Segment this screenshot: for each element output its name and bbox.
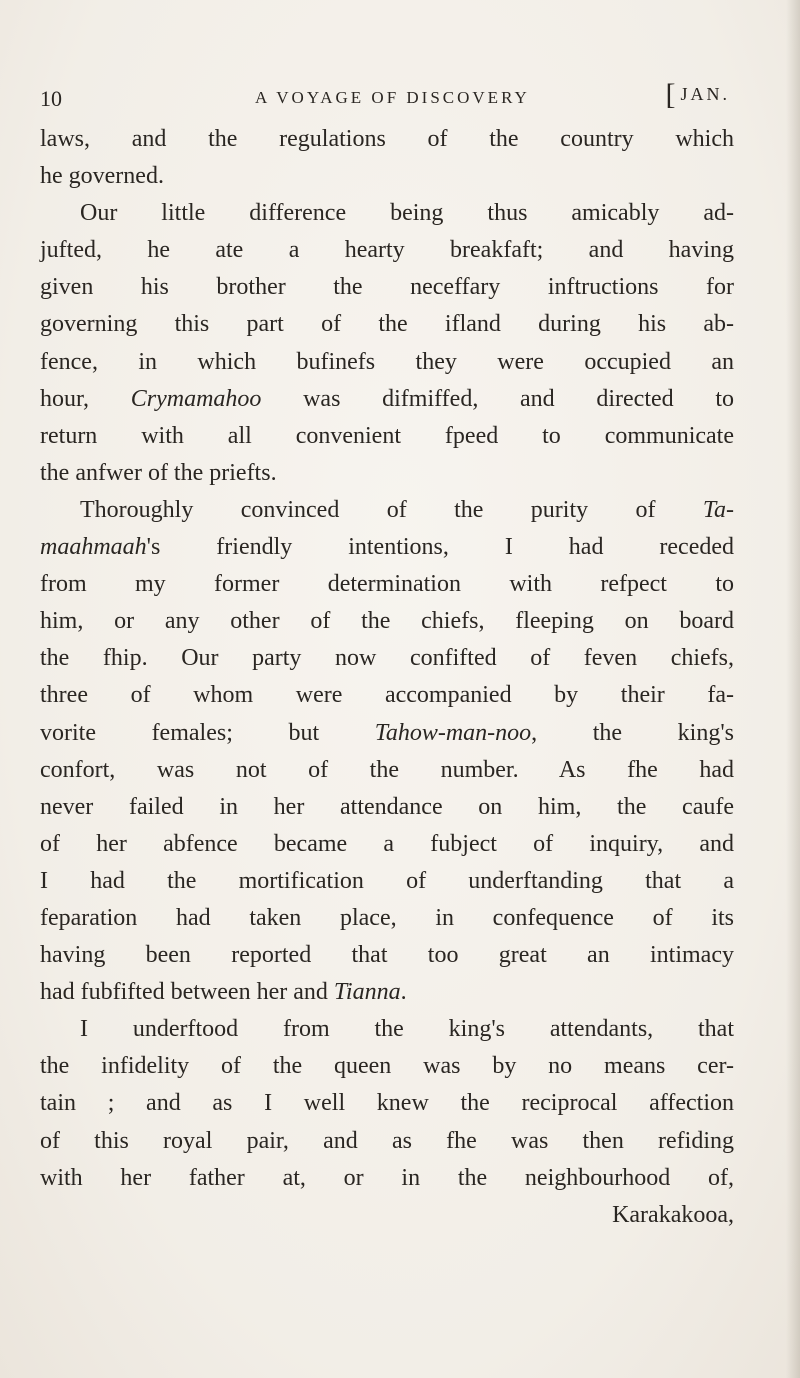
text-line: tain ; and as I well knew the reciprocal affection [40, 1090, 734, 1117]
text-line: vorite females; but Tahow-man-noo, the king's [40, 719, 734, 746]
header-month [665, 78, 730, 111]
text-line: the infidelity of the queen was by no means cer- [40, 1053, 734, 1080]
text-line: confort, was not of the number. As fhe had [40, 756, 734, 783]
text-line: had fubfifted between her and Tianna. [40, 979, 407, 1006]
text-line: of this royal pair, and as fhe was then refiding [40, 1127, 734, 1154]
text-line: with her father at, or in the neighbourhood of, [40, 1164, 734, 1191]
catchword: Karakakooa, [612, 1201, 734, 1228]
bracket-glyph: [ [665, 78, 679, 111]
page-number: 10 [40, 86, 62, 111]
text-line: given his brother the neceffary inftructions for [40, 274, 734, 301]
text-line: three of whom were accompanied by their fa- [40, 682, 734, 709]
text-line: I had the mortification of underftanding that a [40, 867, 734, 894]
text-line: of her abfence became a fubject of inquiry, and [40, 830, 734, 857]
text-line: feparation had taken place, in confequence of its [40, 904, 734, 931]
text-line: having been reported that too great an intimacy [40, 942, 734, 969]
page-edge-shadow [786, 0, 800, 1378]
text-line: governing this part of the ifland during his ab- [40, 311, 734, 338]
text-line: never failed in her attendance on him, the caufe [40, 793, 734, 820]
running-head: A VOYAGE OF DISCOVERY [255, 88, 530, 107]
text-line: return with all convenient fpeed to communicate [40, 422, 734, 449]
month-label: JAN. [680, 84, 730, 104]
text-line: he governed. [40, 163, 164, 190]
text-line: laws, and the regulations of the country which [40, 126, 734, 152]
text-line: him, or any other of the chiefs, fleeping on board [40, 608, 734, 635]
text-line: I underftood from the king's attendants, that [80, 1016, 734, 1043]
text-line: jufted, he ate a hearty breakfaft; and having [40, 237, 734, 264]
text-line: from my former determination with refpect to [40, 571, 734, 598]
text-line: fence, in which bufinefs they were occupied an [40, 348, 734, 375]
text-line: maahmaah's friendly intentions, I had receded [40, 534, 734, 561]
text-line: Our little difference being thus amicably ad- [80, 200, 734, 227]
text-line: Thoroughly convinced of the purity of Ta- [80, 496, 734, 523]
body-text [40, 121, 734, 1234]
text-line: the fhip. Our party now confifted of feven chiefs, [40, 645, 734, 672]
text-line: the anfwer of the priefts. [40, 459, 277, 486]
page-header [40, 80, 730, 116]
text-line: hour, Crymamahoo was difmiffed, and directed to [40, 385, 734, 412]
